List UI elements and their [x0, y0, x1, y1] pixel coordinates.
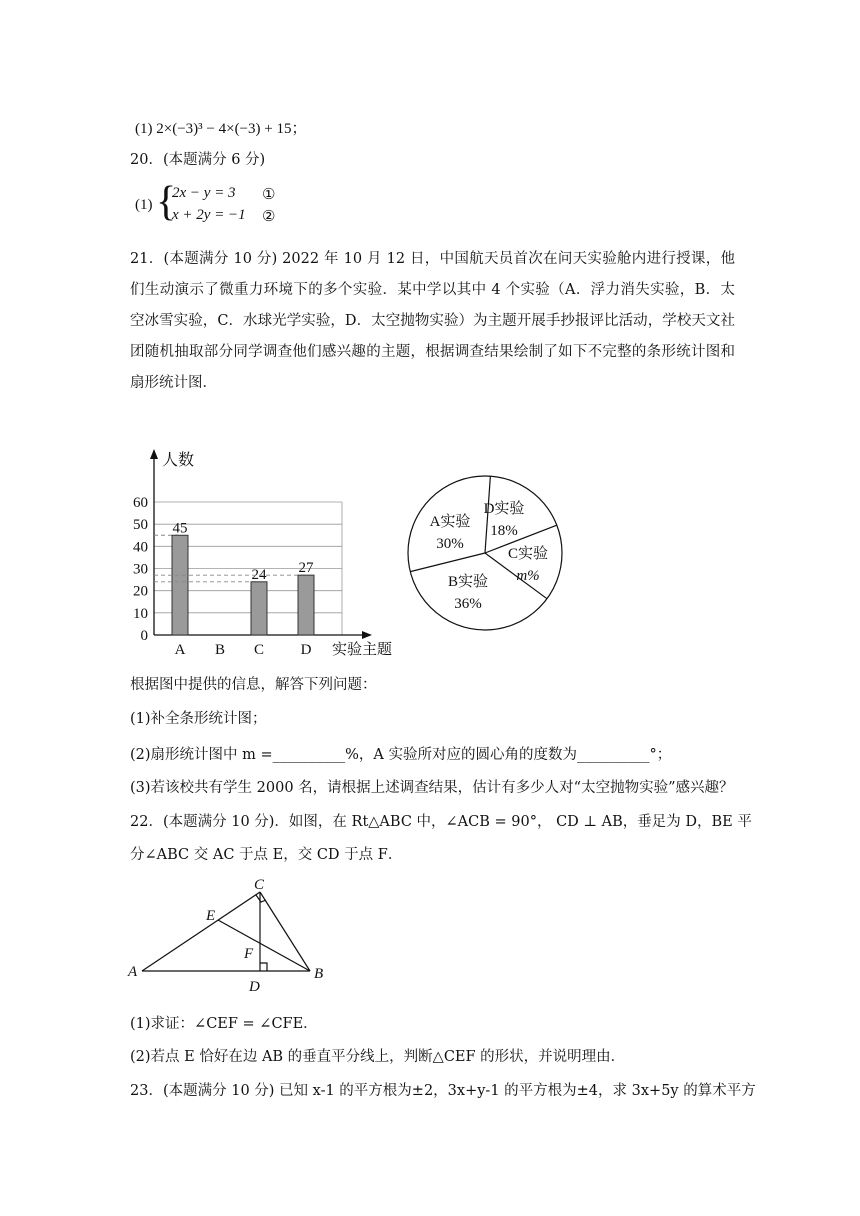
bar-value-label: 24	[251, 566, 267, 583]
q19-item-1: (1) 2×(−3)³ − 4×(−3) + 15；	[135, 121, 307, 137]
label-d: D	[249, 979, 260, 995]
pie-slice-value: m%	[516, 568, 540, 584]
q21-text: 21．(本题满分 10 分) 2022 年 10 月 12 日，中国航天员首次在问天实验舱内进行授课，他们生动演示了微重力环境下的多个实验．某中学以其中 4 个实验（A．浮力消失实验，B．太空冰雪实验，C．水球光学实验，D．太空抛物实验）为主题开展手抄报评比活动，学校天文社团随机抽取部分同学调查他们感兴趣的主题，根据调查结果绘制了如下不完整的条形统计图和扇形统计图．	[130, 251, 735, 391]
bar-a	[172, 535, 188, 635]
y-tick-label: 60	[133, 495, 148, 511]
system-brace: {	[156, 179, 177, 225]
bar-c	[251, 582, 267, 635]
pie-slice-value: 18%	[490, 523, 518, 539]
y-tick-label: 30	[133, 561, 148, 578]
y-tick-label: 50	[133, 517, 148, 534]
q23-text: 23．(本题满分 10 分) 已知 x-1 的平方根为±2，3x+y-1 的平方根为±4，求 3x+5y 的算术平方	[130, 1083, 756, 1099]
triangle-figure	[120, 870, 340, 1000]
q20-item-label: (1)	[135, 197, 153, 213]
bar-value-label: 45	[172, 520, 188, 537]
y-tick-label: 40	[133, 539, 148, 556]
equation-1-mark: ①	[262, 187, 276, 203]
equation-2: x + 2y = −1	[172, 207, 246, 223]
label-b: B	[314, 966, 324, 982]
equation-1: 2x − y = 3	[172, 185, 236, 201]
q21-sub-3: (3)若该校共有学生 2000 名，请根据上述调查结果，估计有多少人对“太空抛物实验”感兴趣？	[130, 780, 734, 796]
label-a: A	[128, 964, 138, 980]
pie-slice-label: A实验	[429, 514, 471, 530]
q21-prompt: 根据图中提供的信息，解答下列问题：	[130, 677, 377, 693]
label-e: E	[206, 908, 216, 924]
x-axis-title: 实验主题	[332, 642, 393, 658]
x-tick-label: A	[174, 642, 186, 658]
q21-sub-1: (1)补全条形统计图；	[130, 711, 267, 727]
pie-chart	[400, 468, 570, 638]
pie-slice-label: B实验	[447, 574, 489, 590]
bar-value-label: 27	[298, 560, 314, 577]
x-axis-arrow	[362, 631, 372, 639]
y-tick-label: 20	[133, 583, 148, 600]
y-axis-title: 人数	[162, 452, 195, 469]
q22-header: 22．(本题满分 10 分)．如图，在 Rt△ABC 中，∠ACB = 90°， CD ⊥ AB，垂足为 D，BE 平	[130, 814, 752, 830]
y-tick-label: 10	[133, 605, 148, 622]
pie-slice-value: 36%	[454, 596, 482, 612]
label-f: F	[244, 946, 254, 962]
q22-header-2: 分∠ABC 交 AC 于点 E，交 CD 于点 F．	[130, 847, 403, 863]
x-tick-label: B	[214, 642, 226, 658]
q22-sub-1: (1)求证：∠CEF = ∠CFE．	[130, 1016, 318, 1032]
pie-chart-plot	[408, 476, 562, 630]
x-tick-label: C	[253, 642, 265, 658]
q22-sub-2: (2)若点 E 恰好在边 AB 的垂直平分线上，判断△CEF 的形状，并说明理由．	[130, 1049, 626, 1065]
right-angle-mark-d	[260, 963, 267, 971]
q20-header: 20．(本题满分 6 分)	[130, 152, 266, 168]
y-axis-arrow	[150, 449, 158, 459]
equation-2-mark: ②	[262, 209, 276, 225]
pie-slice-label: D实验	[483, 501, 525, 517]
bar-d	[298, 575, 314, 635]
segment-cb	[260, 892, 310, 971]
x-tick-label: D	[300, 642, 312, 658]
pie-slice-value: 30%	[436, 536, 464, 552]
y-tick-label: 0	[140, 628, 148, 644]
q21-sub-2: (2)扇形统计图中 m =__________%，A 实验所对应的圆心角的度数为__________°；	[130, 747, 672, 763]
label-c: C	[254, 877, 265, 893]
segment-ac	[142, 892, 260, 971]
pie-slice-label: C实验	[507, 546, 549, 562]
bar-chart	[120, 445, 410, 665]
bar-chart-plot	[133, 449, 392, 658]
